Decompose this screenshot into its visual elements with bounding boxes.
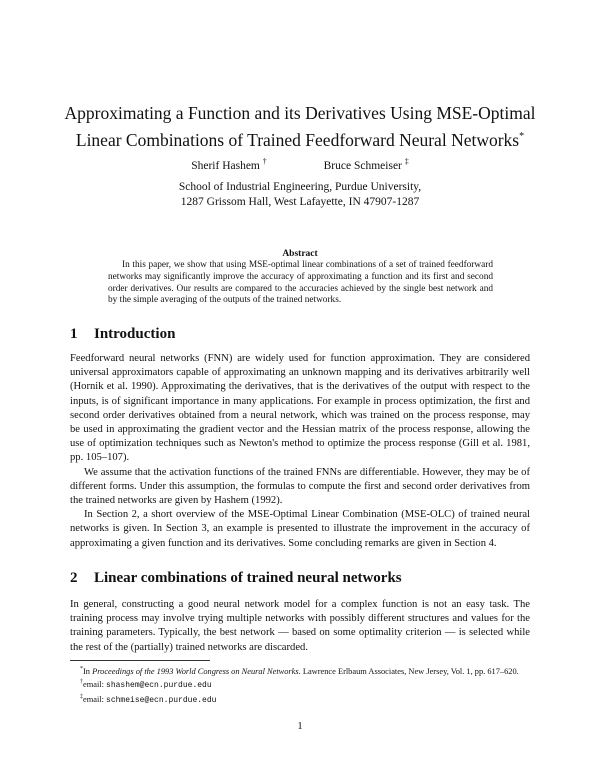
affiliation [0, 180, 600, 210]
footnote-rule [70, 660, 210, 661]
footnote-3-mark: ‡ [80, 693, 83, 700]
footnote-1-venue: Proceedings of the 1993 World Congress on Neural Networks [92, 666, 299, 676]
footnote-3 [70, 692, 530, 706]
footnote-3-label: email: [83, 694, 107, 704]
section-1-heading [70, 325, 530, 343]
footnotes [70, 664, 530, 706]
footnote-2-email[interactable]: shashem@ecn.purdue.edu [106, 681, 212, 691]
section-2-heading [70, 569, 530, 587]
affiliation-line-1: School of Industrial Engineering, Purdue University, [178, 181, 422, 193]
section-1-title: Introduction [94, 326, 176, 342]
affiliation-line-2: 1287 Grissom Hall, West Lafayette, IN 47907-1287 [180, 196, 420, 208]
abstract-text: In this paper, we show that using MSE-optimal linear combinations of a set of trained feedforward networks may significantly improve the accuracy of approximating a function and its first and second order derivatives. Our results are compared to the accuracies achieved by the single best network and by the simple averaging of the outputs of the trained networks. [108, 260, 493, 306]
section-2-body [70, 598, 530, 655]
footnote-2 [70, 677, 530, 691]
section-1-body [70, 352, 530, 551]
footnote-3-email[interactable]: schmeise@ecn.purdue.edu [106, 695, 217, 705]
section-1-number: 1 [70, 326, 78, 342]
section-2-title: Linear combinations of trained neural networks [94, 570, 402, 586]
section-1-paragraph-1: Feedforward neural networks (FNN) are widely used for function approximation. They are considered universal approximators capable of approximating an unknown mapping and its derivatives arbitrarily well (Hornik et al. 1990). Approximating the derivatives, that is the derivatives of the output with respect to the inputs, is of significant importance in many applications. For example in process optimization, the first and second order derivatives obtained from a neural network, which was trained on the process response, may be used in approximating the gradient vector and the Hessian matrix of the process response, allowing the use of optimization techniques such as Newton's method to optimize the process response (Gill et al. 1981, pp. 105–107). [70, 353, 530, 464]
footnote-2-label: email: [83, 680, 107, 690]
author-2-mark: ‡ [404, 157, 409, 166]
footnote-1-suffix: . Lawrence Erlbaum Associates, New Jersey, Vol. 1, pp. 617–620. [298, 666, 519, 676]
title-line-2 [40, 125, 560, 152]
title-footnote-mark: * [519, 131, 525, 142]
title-line-2-text: Linear Combinations of Trained Feedforward Neural Networks [75, 129, 520, 150]
section-1-paragraph-2: We assume that the activation functions of the trained FNNs are differentiable. However, they may be of different forms. Under this assumption, the formulas to compute the first and second order derivatives from the trained networks are given by Hashem (1992). [70, 466, 530, 507]
abstract-heading: Abstract [282, 249, 318, 259]
footnote-2-mark: † [80, 679, 83, 686]
section-2-paragraph-1: In general, constructing a good neural network model for a complex function is not an easy task. The training process may involve trying multiple networks with possibly different structures and values for the training parameters. Typically, the best network — based on some optimality criterion — is selected while the rest of the (partially) trained networks are discarded. [70, 599, 530, 653]
author-2 [324, 155, 409, 173]
author-2-name: Bruce Schmeiser [323, 159, 402, 172]
footnote-1 [70, 664, 530, 677]
title-line-1: Approximating a Function and its Derivatives Using MSE-Optimal [64, 103, 536, 123]
section-1-paragraph-3: In Section 2, a short overview of the MSE-Optimal Linear Combination (MSE-OLC) of trained neural networks is given. In Section 3, an example is presented to illustrate the improvement in the accuracy of approximating a given function and its derivatives. Some concluding remarks are given in Section 4. [70, 509, 530, 549]
page-number: 1 [297, 721, 303, 732]
author-1-name: Sherif Hashem [191, 159, 260, 172]
author-1 [191, 155, 267, 173]
author-list [0, 155, 600, 173]
paper-title [40, 101, 560, 152]
footnote-1-prefix: In [83, 666, 93, 676]
footnote-1-mark: * [80, 666, 83, 672]
section-2-number: 2 [70, 570, 78, 586]
author-1-mark: † [262, 157, 267, 166]
